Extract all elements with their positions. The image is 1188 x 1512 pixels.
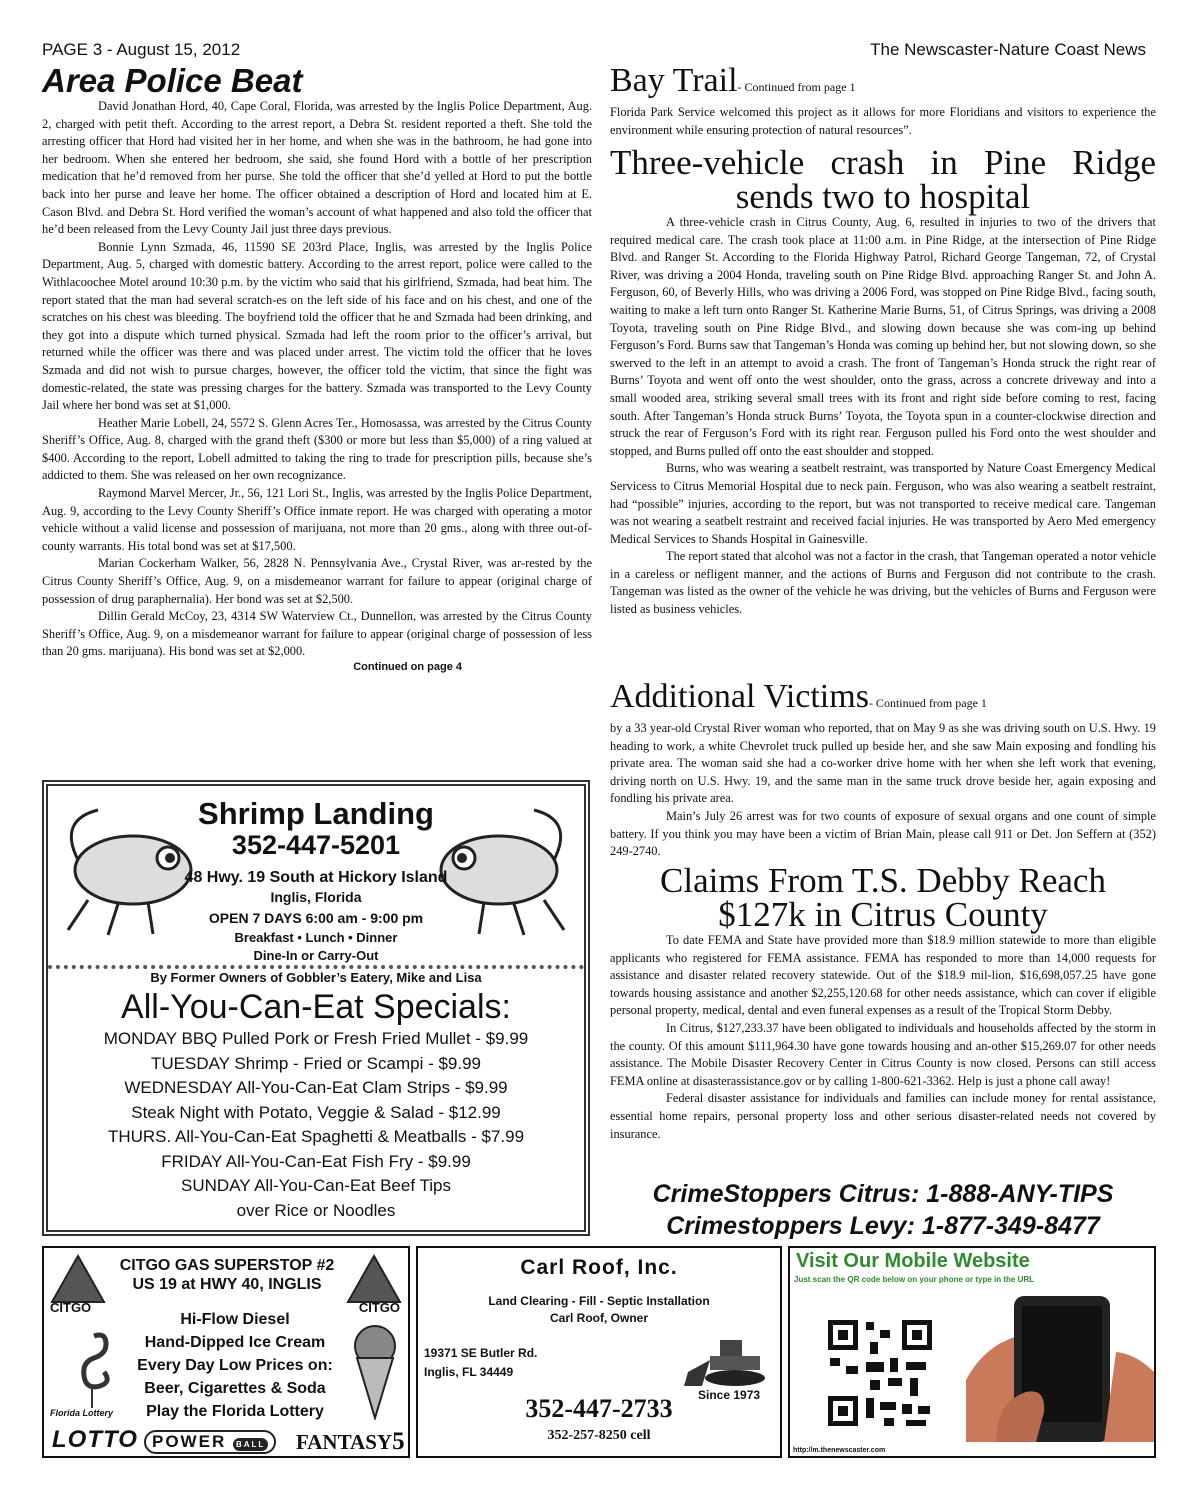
carl-roof-since: Since 1973 [698,1388,761,1402]
shrimp-landing-name: Shrimp Landing [198,796,434,831]
special-item: TUESDAY Shrimp - Fried or Scampi - $9.99 [150,1053,482,1073]
carl-roof-phone: 352-447-2733 [525,1394,673,1423]
carl-roof-services: Land Clearing - Fill - Septic Installation [488,1294,710,1308]
citgo-ad [42,1246,410,1458]
police-beat-title: Area Police Beat [42,62,303,99]
fema-title-line1: Claims From T.S. Debby Reach [660,861,1106,900]
fema-article [610,861,1156,1143]
police-paragraph: Dillin Gerald McCoy, 23, 4314 SW Waterview Ct., Dunnellon, was arrested by the Citrus County Sheriff’s Office, Aug. 9, on a misdemeanor warrant for failure to appear (original charge of possession of less than 20 gms. marijuana). His bond was set at $2,000. [42,609,592,659]
powerball-text: POWER [152,1432,227,1451]
special-item: SUNDAY All-You-Can-Eat Beef Tips [181,1176,451,1195]
citgo-item: Hand-Dipped Ice Cream [144,1334,326,1351]
bay-trail-heading [610,64,1156,104]
police-paragraph: David Jonathan Hord, 40, Cape Coral, Florida, was arrested by the Inglis Police Department, Aug. 2, charged with petit theft. According to the arrest report, a Debra St. resident reported a theft. She told the arresting officer that Hord had visited her in her home, and when she was in the bathroom, he had gone into her bedroom. When she entered her bedroom, she said, she found Hord with a bottle of her prescription medication that he’d removed from her purse. She told the officer that she’d yelled at Hord to put the bottle back into her purse and leave her home. The officer obtained a description of Hord and located him at E. Cason Blvd. and Debra St. Hord verified the woman’s account of what happened and also told the officer that he’d been released from the Levy County Jail just three days previous. [42,99,592,237]
carl-roof-name: Carl Roof, Inc. [520,1256,678,1279]
special-item: Steak Night with Potato, Veggie & Salad - $12.99 [131,1102,501,1122]
carl-roof-cell: 352-257-8250 cell [547,1428,651,1443]
qr-code-icon [810,1306,950,1442]
carl-roof-ad [416,1246,782,1458]
powerball-logo [144,1430,276,1454]
mobile-website-ad [788,1246,1156,1458]
continued-on-page-4: Continued on page 4 [353,661,462,673]
special-item: THURS. All-You-Can-Eat Spaghetti & Meatballs - $7.99 [107,1127,525,1146]
shrimp-landing-service: Dine-In or Carry-Out [48,947,584,969]
citgo-item: Hi-Flow Diesel [180,1311,290,1328]
police-paragraph: Bonnie Lynn Szmada, 46, 11590 SE 203rd Place, Inglis, was arrested by the Inglis Police Department, Aug. 5, charged with domestic battery. According to the arrest report, police were called to the Withlacoochee Motel around 10:30 p.m. by the victim who said that his girlfriend, Szmada, had beat him. The report stated that the man had several scratch-es on the left side of his face and on his chest, and one of the scratches on his chest was bleeding. The boyfriend told the officer that he and Szmada had been drinking, and they got into a dispute which turned physical. Szmada had left the room prior to the officer’s arrival, but returned while the officer was there and was placed under arrest. The victim told the officer that he loves Szmada and did not wish to pursue charges, however, the officer told the victim, that since the fight was domestic-related, the state was pressing charges for the battery. Szmada was transported to the Levy County Jail where her bond was set at $1,000. [42,239,592,413]
crash-article [610,143,1156,619]
specials-title: All-You-Can-Eat Specials: [121,988,511,1026]
specials-list [48,1027,584,1223]
florida-lottery-logo: Florida Lottery [50,1408,114,1418]
mobile-ad-url[interactable]: http://m.thenewscaster.com [793,1447,886,1454]
crimestoppers-levy: Crimestoppers Levy: 1-877-349-8477 [666,1212,1100,1240]
shrimp-landing-address: 48 Hwy. 19 South at Hickory Island [184,869,448,886]
crimestoppers-block [610,1178,1156,1242]
bay-trail-article [610,64,1156,139]
police-paragraph: Marian Cockerham Walker, 56, 2828 N. Pennsylvania Ave., Crystal River, was ar-rested by the Citrus County Sheriff’s Office, Aug. 9, on a misdemeanor warrant for failure to appear (original charge of possession of drug paraphernalia). Her bond was set at $2,500. [42,556,592,606]
special-item: MONDAY BBQ Pulled Pork or Fresh Fried Mullet - $9.99 [103,1029,529,1048]
citgo-location: US 19 at HWY 40, INGLIS [132,1276,322,1293]
police-paragraph: Heather Marie Lobell, 24, 5572 S. Glenn Acres Ter., Homosassa, was arrested by the Citrus County Sheriff’s Office, Aug. 8, charged with the grand theft ($300 or more but less than $5,000) of a ring valued at $400. According to the report, Lobell admitted to taking the ring to trade for prescription pills, because she’s addicted to them. She was released on her own recognizance. [42,415,592,483]
crash-paragraph: A three-vehicle crash in Citrus County, Aug. 6, resulted in injuries to two of the drivers that required medical care. The crash took place at 11:00 a.m. in Pine Ridge, at the intersection of Pine Ridge Blvd. and Ranger St. According to the Florida Highway Patrol, Richard George Tangeman, 72, of Crystal River, was driving a 2004 Honda, traveling south on Pine Ridge Blvd. approaching Ranger St. and John A. Ferguson, 60, of Beverly Hills, who was driving a 2006 Ford, was stopped on Pine Ridge Blvd., facing south, waiting to make a left turn onto Ranger St. Katherine Marie Burns, 51, of Citrus Springs, was driving a 2008 Toyota, traveling south on Pine Ridge Blvd., and slowing down because she was com-ing up behind Ferguson’s Ford. Burns saw that Tangeman’s Honda was coming up behind her, but not slowing down, so she swerved to the left in an attempt to avoid a crash. The front of Tangeman’s Honda struck the right rear of Burns’ Toyota and went off onto the west shoulder, onto the grass, across a concrete driveway and into a small wooded area, striking several small trees with its front and right side before coming to rest, facing south. After Tangeman’s Honda struck Burns’ Toyota, the Toyota spun in a counter-clockwise direction and struck the rear of Ferguson’s Ford with its right rear. Ferguson pulled his Ford onto the west shoulder and stopped, and Burns pulled off onto the east shoulder and stopped. [610,215,1156,458]
newspaper-name: The Newscaster-Nature Coast News [870,40,1146,59]
crash-paragraph: Burns, who was wearing a seatbelt restraint, was transported by Nature Coast Emergency Medical Servicess to Citrus Memorial Hospital due to neck pain. Ferguson, who was also wearing a seatbelt restraint, had “possible” injuries, according to the report, but was not transported to receive medical care. Tangeman was not wearing a seatbelt restraint and received facial injuries. He was transported by Aero Med emergency Medical Services to Shands Hospital in Gainesville. [610,461,1156,546]
special-item: FRIDAY All-You-Can-Eat Fish Fry - $9.99 [161,1151,471,1171]
crash-paragraph: The report stated that alcohol was not a factor in the crash, that Tangeman operated a notor vehicle in a careless or nefligent manner, and the actions of Burns and Ferguson did not contribute to the crash. Tangeman was listed as the owner of the vehicle he was driving, but the vehicles of Burns and Ferguson were listed as business vehicles. [610,549,1156,617]
citgo-triangle-left-icon [50,1254,106,1304]
citgo-logo-right: CITGO [358,1300,400,1315]
carl-roof-owner: Carl Roof, Owner [549,1311,648,1325]
bay-trail-continued: - Continued from page 1 [737,80,856,94]
flamingo-icon [54,1328,124,1408]
victims-title: Additional Victims [610,678,869,715]
victims-paragraph: by a 33 year-old Crystal River woman who reported, that on May 9 as she was driving south on U.S. Hwy. 19 heading to work, a white Chevrolet truck pulled up beside her, and she saw Main exposing and fondling his private area. The woman said she had a co-worker drive home with her when she left work that evening, driving north on U.S. Hwy. 19, and the same man in the same truck drove beside her, again exposing and fondling his private area. [610,721,1156,806]
page-number-date: PAGE 3 - August 15, 2012 [42,40,241,59]
shrimp-landing-ad [42,780,590,1236]
fantasy5-text: FANTASY [296,1430,393,1454]
shrimp-landing-phone: 352-447-5201 [231,830,401,860]
victims-paragraph: Main’s July 26 arrest was for two counts of exposure of sexual organs and one count of simple battery. If you think you may have been a victim of Brian Main, please call 911 or Det. Jon Seffern at (352) 249-2740. [610,808,1156,859]
fantasy5-logo [296,1428,405,1456]
bulldozer-icon [680,1332,776,1388]
ice-cream-cone-icon [352,1324,398,1420]
mobile-ad-subtitle: Just scan the QR code below on your phone or type in the URL [794,1275,1035,1284]
victims-article [610,680,1156,861]
powerball-ball: BALL [233,1438,268,1451]
hand-holding-phone-icon [966,1292,1154,1442]
fema-paragraph: To date FEMA and State have provided more than $18.9 million statewide to more than eligible applicants who registered for FEMA assistance. FEMA has responded to more than 14,000 requests for assistance and disaster related recovery statewide. Out of the $18.9 mil-lion, $16,698,057.25 have gone towards housing assistance and another $2,255,120.68 for other needs assistance, which can cover if eligible personal property, medical, dental and even funeral expenses as a result of the Tropical Storm Debby. [610,933,1156,1018]
victims-continued: - Continued from page 1 [868,696,987,710]
citgo-items [130,1308,340,1423]
fema-paragraph: In Citrus, $127,233.37 have been obligated to individuals and households affected by the storm in the county. Of this amount $111,964.30 have gone towards housing and an-other $15,269.07 for other needs assistance. The Mobile Disaster Recovery Center in Citrus County is now closed. Persons can still access FEMA online at disasterassistance.gov or by calling 1-800-621-3362. Help is just a phone call away! [610,1020,1156,1088]
special-item: WEDNESDAY All-You-Can-Eat Clam Strips - $9.99 [124,1078,508,1097]
carl-roof-address1: 19371 SE Butler Rd. [424,1346,538,1360]
shrimp-landing-city: Inglis, Florida [270,889,362,905]
citgo-logo-left: CITGO [50,1300,92,1315]
police-paragraph: Raymond Marvel Mercer, Jr., 56, 121 Lori St., Inglis, was arrested by the Inglis Police Department, Aug. 9, according to the Levy County Sheriff’s Office inmate report. He was charged with operating a motor vehicle without a valid license and possession of marijuana, not more than 20 gms., along with three out-of-county warrants. His total bond was set at $17,500. [42,486,592,553]
special-item: over Rice or Noodles [236,1200,396,1220]
shrimp-landing-owners: By Former Owners of Gobbler’s Eatery, Mike and Lisa [150,970,482,985]
shrimp-landing-hours: OPEN 7 DAYS 6:00 am - 9:00 pm [208,910,424,926]
shrimp-landing-meals: Breakfast • Lunch • Dinner [234,930,398,945]
fema-paragraph: Federal disaster assistance for individuals and families can include money for rental assistance, essential home repairs, personal property loss and other serious disaster-related needs not covered by insurance. [610,1091,1156,1141]
lotto-logo: LOTTO [52,1426,138,1453]
fantasy5-number: 5 [392,1428,405,1455]
victims-heading [610,680,1156,720]
police-beat-article [42,64,592,674]
page-header [42,40,1146,62]
bay-trail-title: Bay Trail [610,62,738,99]
citgo-triangle-right-icon [346,1254,402,1304]
carl-roof-address2: Inglis, FL 34449 [424,1365,514,1379]
crash-title-line2: sends two to hospital [735,177,1031,216]
bay-trail-text: Florida Park Service welcomed this project as it allows for more Floridians and visitors to experience the environment while ensuring protection of natural resources”. [610,105,1156,137]
citgo-name: CITGO GAS SUPERSTOP #2 [119,1257,335,1274]
citgo-item: Play the Florida Lottery [146,1403,324,1420]
fema-title-line2: $127k in Citrus County [718,895,1048,934]
crimestoppers-citrus: CrimeStoppers Citrus: 1-888-ANY-TIPS [652,1180,1114,1208]
mobile-ad-title: Visit Our Mobile Website [796,1250,1030,1272]
crash-title-line1: Three-vehicle crash in Pine Ridge [610,143,1156,182]
citgo-item: Beer, Cigarettes & Soda [144,1380,326,1397]
citgo-item: Every Day Low Prices on: [137,1357,333,1374]
